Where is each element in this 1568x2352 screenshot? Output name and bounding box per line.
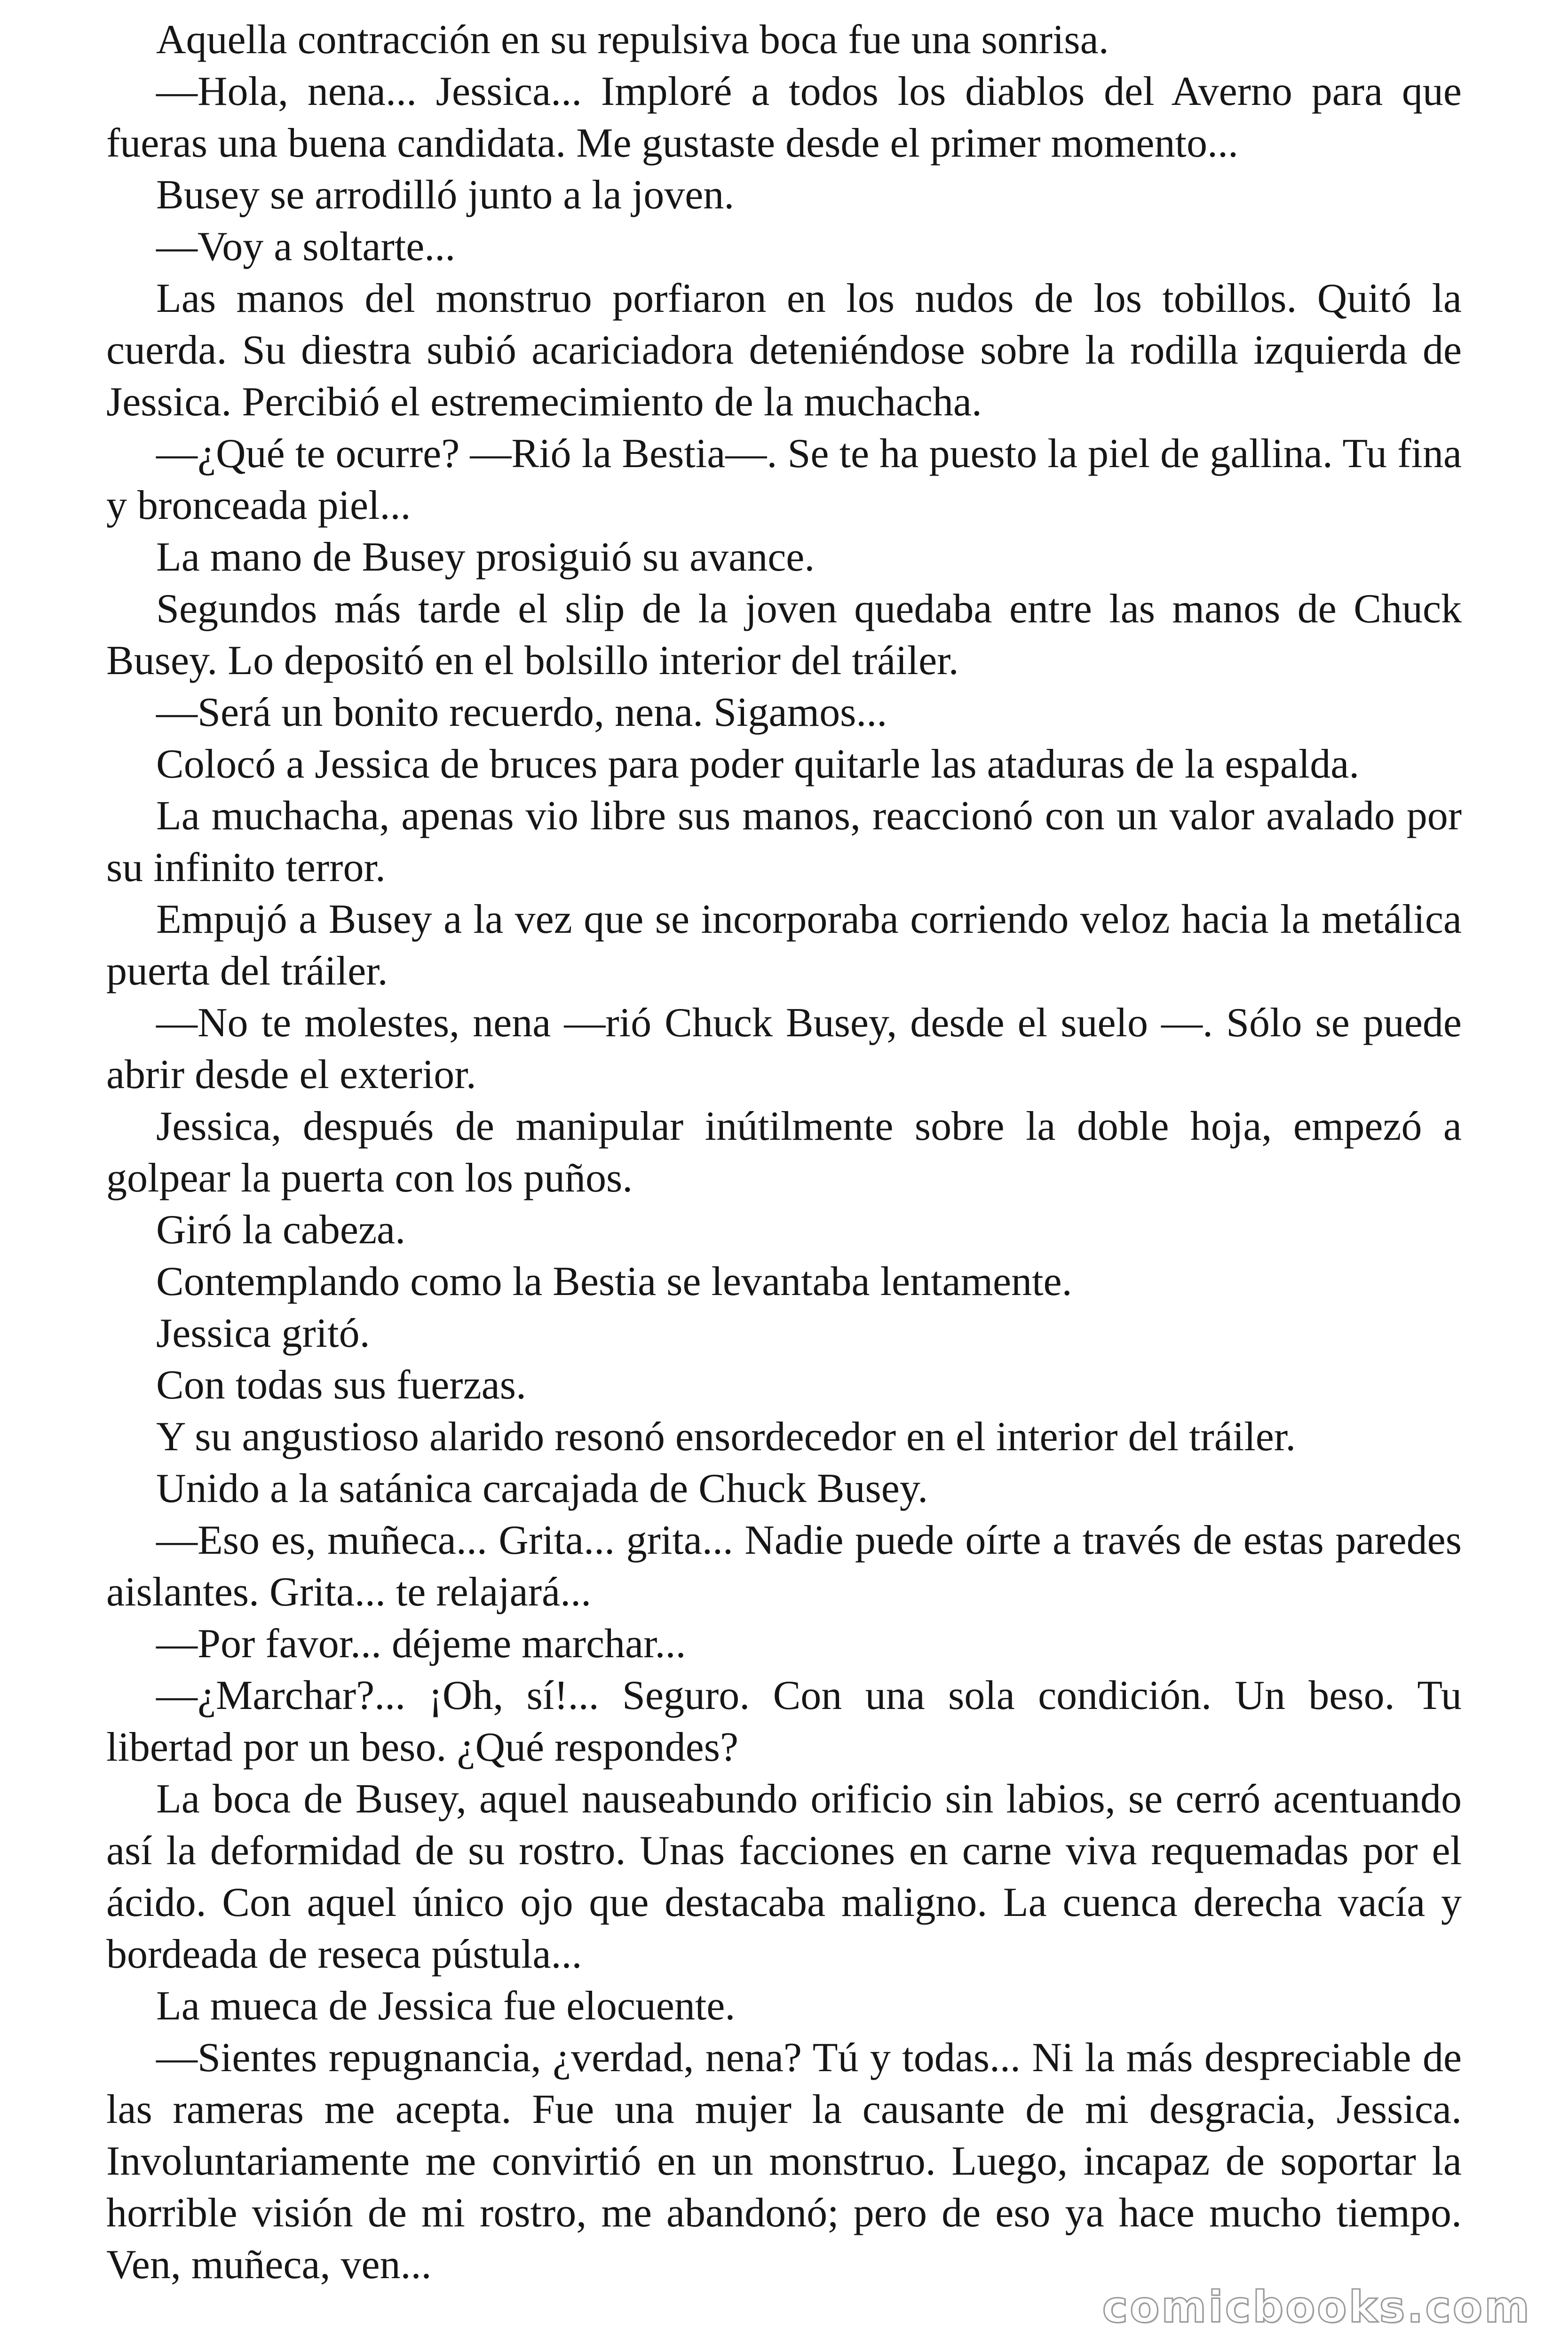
page-body (106, 14, 1462, 2291)
paragraph: Unido a la satánica carcajada de Chuck Busey. (156, 1466, 928, 1511)
paragraph: La muchacha, apenas vio libre sus manos, reaccionó con un valor avalado por su infinito terror. (106, 793, 1462, 890)
paragraph: —Sientes repugnancia, ¿verdad, nena? Tú y todas... Ni la más despreciable de las rameras me acepta. Fue una mujer la causante de mi desgracia, Jessica. Involuntariamente me convirtió en un monstruo. Luego, incapaz de soportar la horrible visión de mi rostro, me abandonó; pero de eso ya hace mucho tiempo. Ven, muñeca, ven... (106, 2035, 1462, 2288)
paragraph: —Voy a soltarte... (156, 224, 456, 270)
paragraph: Empujó a Busey a la vez que se incorporaba corriendo veloz hacia la metálica puerta del tráiler. (106, 897, 1462, 994)
paragraph: Con todas sus fuerzas. (156, 1362, 526, 1408)
paragraph: —No te molestes, nena —rió Chuck Busey, desde el suelo —. Sólo se puede abrir desde el exterior. (106, 1000, 1462, 1097)
paragraph: —Hola, nena... Jessica... Imploré a todos los diablos del Averno para que fueras una buena candidata. Me gustaste desde el primer momento... (106, 69, 1462, 166)
paragraph: Giró la cabeza. (156, 1207, 406, 1253)
paragraph: Colocó a Jessica de bruces para poder quitarle las ataduras de la espalda. (156, 741, 1360, 787)
paragraph: Contemplando como la Bestia se levantaba lentamente. (156, 1259, 1072, 1304)
paragraph: —¿Qué te ocurre? —Rió la Bestia—. Se te ha puesto la piel de gallina. Tu fina y bronceada piel... (106, 431, 1462, 528)
paragraph: —Por favor... déjeme marchar... (156, 1621, 686, 1667)
paragraph: La boca de Busey, aquel nauseabundo orificio sin labios, se cerró acentuando así la deformidad de su rostro. Unas facciones en carne viva requemadas por el ácido. Con aquel único ojo que destacaba maligno. La cuenca derecha vacía y bordeada de reseca pústula... (106, 1776, 1462, 1977)
paragraph: Jessica gritó. (156, 1311, 370, 1356)
paragraph: Aquella contracción en su repulsiva boca fue una sonrisa. (156, 17, 1109, 63)
paragraph: —¿Marchar?... ¡Oh, sí!... Seguro. Con una sola condición. Un beso. Tu libertad por un beso. ¿Qué respondes? (106, 1673, 1462, 1770)
paragraph: Jessica, después de manipular inútilmente sobre la doble hoja, empezó a golpear la puerta con los puños. (106, 1104, 1462, 1201)
paragraph: —Será un bonito recuerdo, nena. Sigamos... (156, 690, 887, 735)
paragraph: —Eso es, muñeca... Grita... grita... Nadie puede oírte a través de estas paredes aislantes. Grita... te relajará... (106, 1518, 1462, 1615)
watermark: comicbooks.com (1102, 2282, 1531, 2332)
paragraph: Y su angustioso alarido resonó ensordecedor en el interior del tráiler. (156, 1414, 1296, 1460)
paragraph: La mueca de Jessica fue elocuente. (156, 1983, 736, 2029)
paragraph: Las manos del monstruo porfiaron en los nudos de los tobillos. Quitó la cuerda. Su diestra subió acariciadora deteniéndose sobre la rodilla izquierda de Jessica. Percibió el estremecimiento de la muchacha. (106, 276, 1462, 425)
paragraph: Busey se arrodilló junto a la joven. (156, 172, 735, 218)
paragraph: La mano de Busey prosiguió su avance. (156, 534, 815, 580)
paragraph: Segundos más tarde el slip de la joven quedaba entre las manos de Chuck Busey. Lo depositó en el bolsillo interior del tráiler. (106, 586, 1462, 683)
